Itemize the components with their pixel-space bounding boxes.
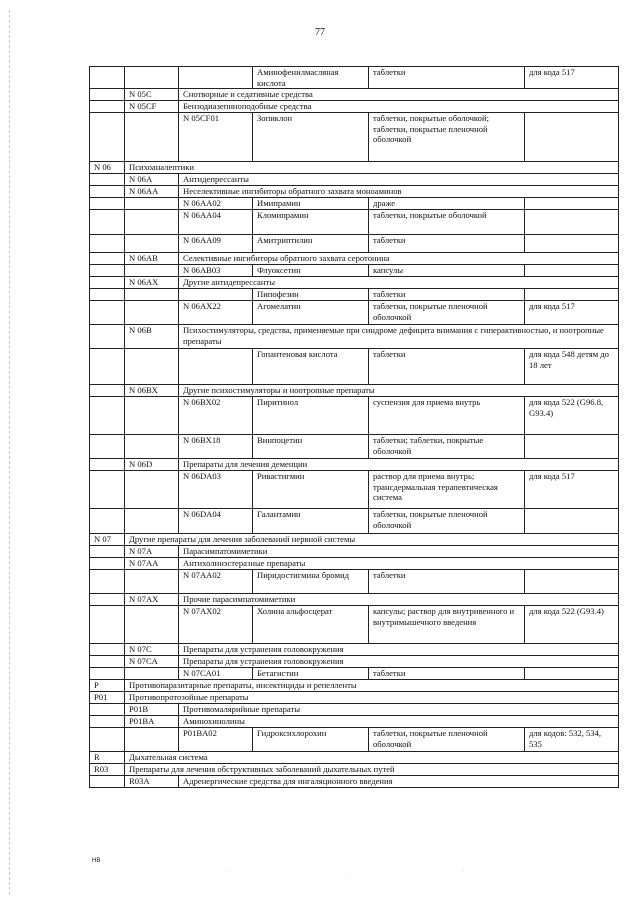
table-cell: Агомелатин [253,301,369,325]
scan-speck: · [226,868,228,874]
table-row [90,265,619,277]
table-cell [525,198,619,210]
table-cell: Пипофезин [253,289,369,301]
table-cell: N 07AX02 [179,606,253,644]
table-cell: Пиритинол [253,397,369,435]
table-cell: таблетки [369,235,525,253]
page-number: 77 [315,27,325,38]
table-row [90,162,619,174]
table-cell [90,558,125,570]
table-row [90,692,619,704]
table-cell: Дыхательная система [125,752,619,764]
table-cell: N 06AA09 [179,235,253,253]
table-cell: P01 [90,692,125,704]
table-cell: Противопаразитарные препараты, инсектициды и репелленты [125,680,619,692]
table-cell: для кодов: 532, 534, 535 [525,728,619,752]
table-cell: R03 [90,764,125,776]
table-cell [90,210,125,235]
table-row [90,606,619,644]
table-cell: Холина альфосцерат [253,606,369,644]
table-cell: капсулы [369,265,525,277]
table-cell [125,113,179,162]
table-row [90,67,619,89]
table-cell [90,253,125,265]
scan-speck: · [346,873,348,879]
table-cell: N 06AA [125,186,179,198]
table-cell: P [90,680,125,692]
table-cell [90,509,125,534]
table-cell [90,174,125,186]
table-cell: раствор для приема внутрь; трансдермальная терапевтическая система [369,471,525,509]
table-row [90,301,619,325]
table-cell: Аминофенилмасляная кислота [253,67,369,89]
table-cell: Снотворные и седативные средства [179,89,619,101]
table-cell [90,198,125,210]
table-cell [125,668,179,680]
table-cell [90,101,125,113]
table-row [90,644,619,656]
table-cell: N 06AX22 [179,301,253,325]
table-row [90,594,619,606]
table-cell: Пиридостигмина бромид [253,570,369,594]
table-cell [525,265,619,277]
table-cell: N 06 [90,162,125,174]
table-cell: таблетки, покрытые пленочной оболочкой [369,728,525,752]
table-cell: N 07CA01 [179,668,253,680]
table-row [90,704,619,716]
footer-mark: HB [92,858,101,864]
table-row [90,289,619,301]
table-cell [125,210,179,235]
table-row [90,558,619,570]
table-cell: Бетагистин [253,668,369,680]
table-cell [90,397,125,435]
table-cell: таблетки, покрытые пленочной оболочкой [369,301,525,325]
table-cell: N 07C [125,644,179,656]
table-cell [90,289,125,301]
table-cell: N 06BX18 [179,435,253,459]
table-cell [125,435,179,459]
drug-classification-table [89,66,619,788]
table-cell [90,776,125,788]
table-cell: N 07AA02 [179,570,253,594]
table-row [90,764,619,776]
table-cell: таблетки, покрытые оболочкой; таблетки, покрытые пленочной оболочкой [369,113,525,162]
table-cell [125,349,179,385]
table-cell [125,198,179,210]
table-cell: N 07AA [125,558,179,570]
table-cell: таблетки, покрытые оболочкой [369,210,525,235]
table-cell [125,397,179,435]
table-cell: Ривастигмин [253,471,369,509]
table-cell: таблетки [369,570,525,594]
table-cell [125,289,179,301]
table-cell: N 06AA04 [179,210,253,235]
table-cell [90,435,125,459]
table-cell: N 06AA02 [179,198,253,210]
table-cell: для кода 517 [525,67,619,89]
table-cell: Препараты для устранения головокружения [179,644,619,656]
table-cell [525,509,619,534]
table-cell: Прочие парасимпатомиметики [179,594,619,606]
table-cell: Препараты для устранения головокружения [179,656,619,668]
table-cell [90,325,125,349]
table-cell [90,459,125,471]
table-row [90,716,619,728]
table-cell: Противомалярийные препараты [179,704,619,716]
table-cell: таблетки [369,67,525,89]
table-cell: N 06BX [125,385,179,397]
table-cell: N 06AB03 [179,265,253,277]
table-row [90,435,619,459]
table-row [90,471,619,509]
table-cell [525,235,619,253]
table-cell: N 06DA03 [179,471,253,509]
table-cell [90,265,125,277]
table-cell: таблетки [369,289,525,301]
table-cell [90,235,125,253]
table-cell [125,728,179,752]
table-cell: N 06AB [125,253,179,265]
table-row [90,235,619,253]
table-cell: P01BA02 [179,728,253,752]
table-cell: для кода 517 [525,471,619,509]
table-cell [125,67,179,89]
table-cell: капсулы; раствор для внутривенного и внутримышечного введения [369,606,525,644]
table-cell: Противопротозойные препараты [125,692,619,704]
table-cell [90,728,125,752]
table-cell [125,301,179,325]
table-row [90,570,619,594]
table-cell: Антидепрессанты [179,174,619,186]
table-cell: Другие препараты для лечения заболеваний нервной системы [125,534,619,546]
table-cell [525,435,619,459]
table-cell: N 07 [90,534,125,546]
table-cell: для кода 522 (G93.4) [525,606,619,644]
table-cell [179,349,253,385]
table-cell [525,289,619,301]
table-cell: N 06BX02 [179,397,253,435]
table-row [90,752,619,764]
table-row [90,728,619,752]
table-cell: таблетки, покрытые пленочной оболочкой [369,509,525,534]
table-cell [90,716,125,728]
table-row [90,101,619,113]
table-row [90,349,619,385]
table-cell: N 05CF01 [179,113,253,162]
table-cell [90,186,125,198]
table-cell: для кода 522 (G96.8, G93.4) [525,397,619,435]
table-cell: N 07CA [125,656,179,668]
table-cell: Винпоцетин [253,435,369,459]
table-cell: Гидроксихлорохин [253,728,369,752]
table-cell: N 07AX [125,594,179,606]
table-cell: Галантамин [253,509,369,534]
table-row [90,89,619,101]
table-cell [90,349,125,385]
table-cell: N 07A [125,546,179,558]
table-row [90,113,619,162]
table-cell: P01B [125,704,179,716]
scan-edge-line [9,10,10,895]
table-cell [125,471,179,509]
table-cell: N 06AX [125,277,179,289]
table-cell [125,606,179,644]
table-row [90,277,619,289]
table-cell: Аминохинолины [179,716,619,728]
table-cell [525,570,619,594]
table-cell: Неселективные ингибиторы обратного захвата моноаминов [179,186,619,198]
table-cell: Препараты для лечения деменции [179,459,619,471]
table-row [90,385,619,397]
table-row [90,198,619,210]
table-cell: Флуоксетин [253,265,369,277]
table-cell: Психостимуляторы, средства, применяемые при синдроме дефицита внимания с гиперактивностью, и ноотропные препараты [179,325,619,349]
table-row [90,776,619,788]
table-cell: Кломипрамин [253,210,369,235]
table-cell: Другие психостимуляторы и ноотропные препараты [179,385,619,397]
table-cell [90,594,125,606]
table-cell: Амитриптилин [253,235,369,253]
table-cell [90,277,125,289]
table-row [90,668,619,680]
table-row [90,186,619,198]
table-row [90,397,619,435]
table-row [90,656,619,668]
table-cell: N 05CF [125,101,179,113]
table-cell: N 06DA04 [179,509,253,534]
table-cell [90,67,125,89]
table-cell [90,668,125,680]
table-cell: для кода 517 [525,301,619,325]
table-cell: R [90,752,125,764]
table-cell [90,704,125,716]
table-cell [125,235,179,253]
table-cell [90,113,125,162]
table-cell: Имипрамин [253,198,369,210]
table-cell: Психоаналептики [125,162,619,174]
table-cell [90,385,125,397]
table-cell: таблетки; таблетки, покрытые оболочкой [369,435,525,459]
table-row [90,534,619,546]
table-cell [90,301,125,325]
table-cell: R03A [125,776,179,788]
table-cell: P01BA [125,716,179,728]
table-row [90,509,619,534]
table-body [90,67,619,788]
table-row [90,174,619,186]
table-cell: Зопиклон [253,113,369,162]
table-cell: Адренергические средства для ингаляционного введения [179,776,619,788]
table-cell [90,644,125,656]
table-cell: N 06B [125,325,179,349]
table-row [90,253,619,265]
table-cell: Парасимпатомиметики [179,546,619,558]
table-cell: N 06D [125,459,179,471]
table-cell [525,210,619,235]
table-cell [90,546,125,558]
table-cell [90,656,125,668]
table-cell: Селективные ингибиторы обратного захвата серотонина [179,253,619,265]
table-cell: N 05C [125,89,179,101]
table-cell: Гопантеновая кислота [253,349,369,385]
table-row [90,325,619,349]
table-cell [179,67,253,89]
table-cell: Антихолинэстеразные препараты [179,558,619,570]
table-row [90,459,619,471]
scan-speck: · [462,868,464,874]
table-row [90,546,619,558]
table-cell [125,509,179,534]
table-cell: таблетки [369,349,525,385]
table-cell: N 06A [125,174,179,186]
table-cell: Другие антидепрессанты [179,277,619,289]
table-cell: Бензодиазепиноподобные средства [179,101,619,113]
table-cell [179,289,253,301]
table-cell: для кода 548 детям до 18 лет [525,349,619,385]
table-cell [90,570,125,594]
table-cell [90,89,125,101]
table-cell: таблетки [369,668,525,680]
table-cell: драже [369,198,525,210]
table-row [90,210,619,235]
table-cell [125,570,179,594]
table-cell [90,606,125,644]
table-cell [125,265,179,277]
table-cell: суспензия для приема внутрь [369,397,525,435]
table-cell [525,668,619,680]
table-cell [90,471,125,509]
table-cell: Препараты для лечения обструктивных заболеваний дыхательных путей [125,764,619,776]
table-cell [525,113,619,162]
table-row [90,680,619,692]
